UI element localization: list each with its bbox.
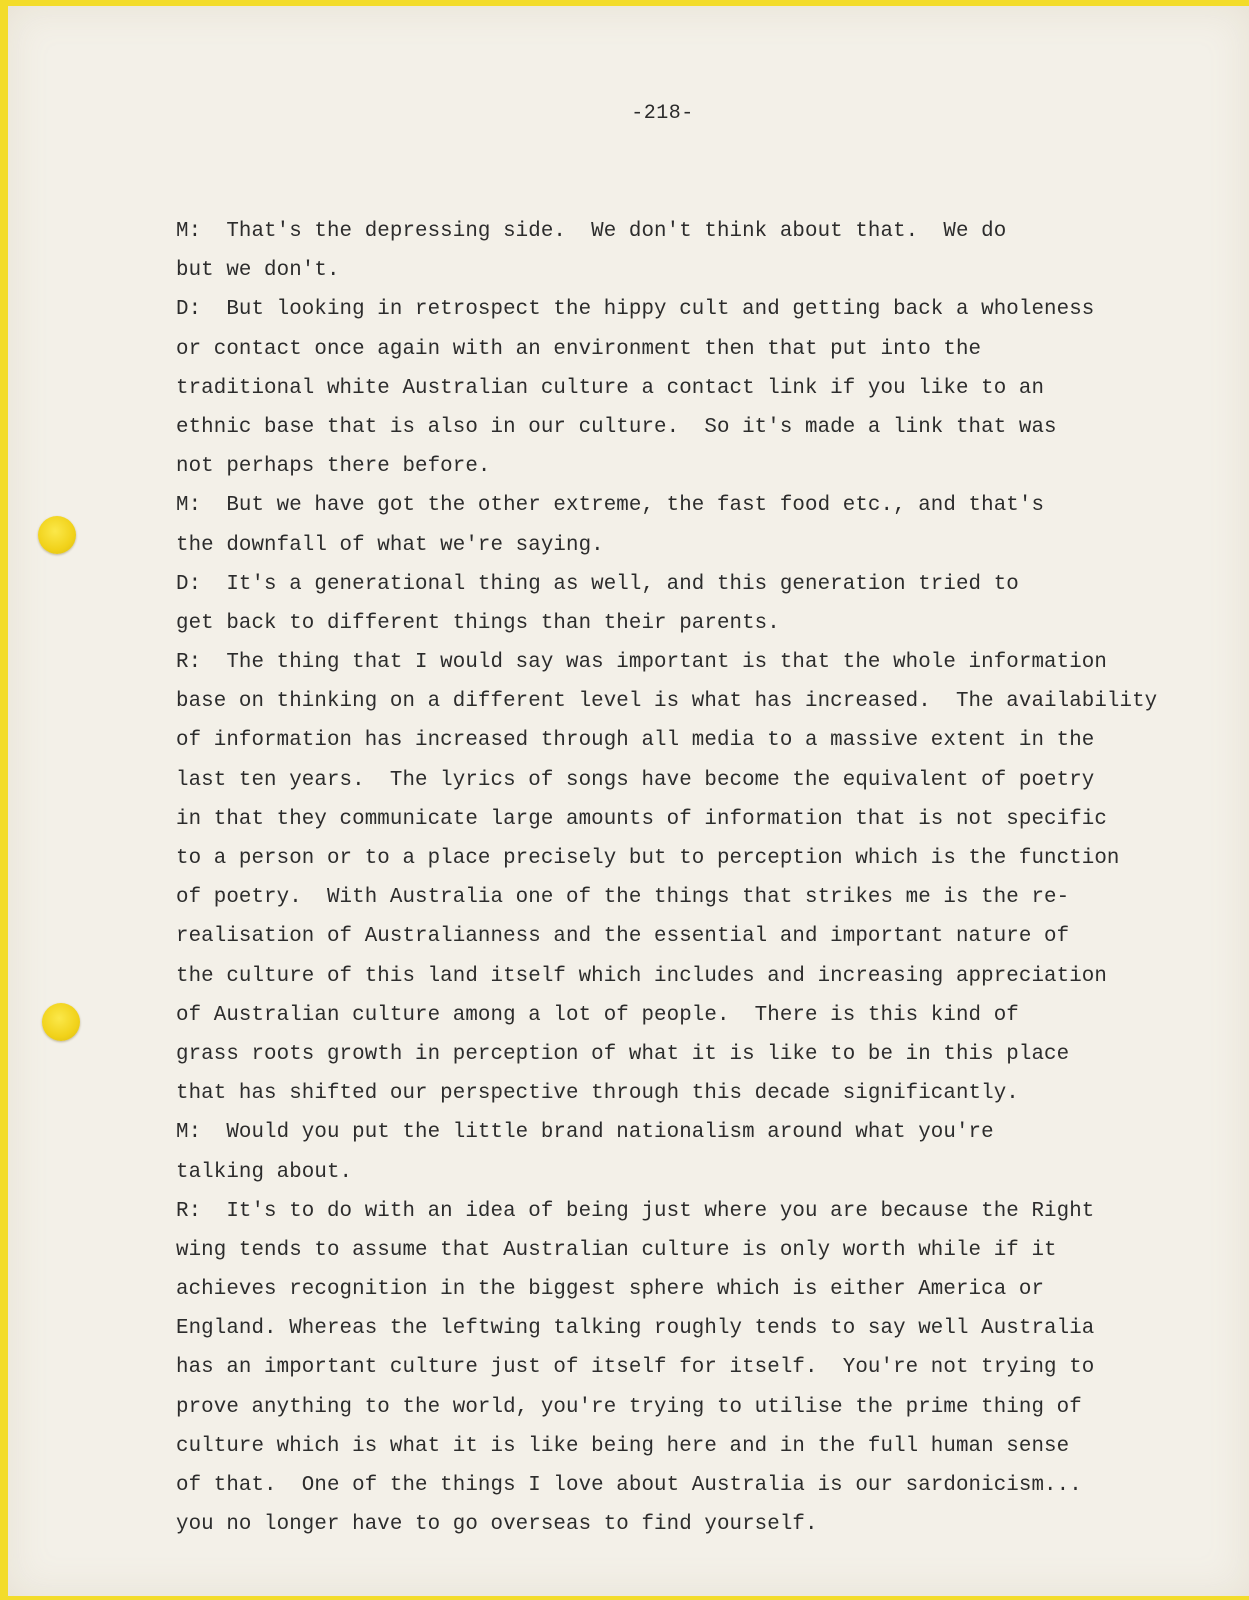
transcript-line: achieves recognition in the biggest sphere which is either America or bbox=[176, 1278, 1045, 1302]
document-page bbox=[8, 6, 1249, 1596]
transcript-line: the culture of this land itself which includes and increasing appreciation bbox=[176, 964, 1107, 988]
transcript-line: M: Would you put the little brand nationalism around what you're bbox=[176, 1121, 994, 1145]
transcript-line: last ten years. The lyrics of songs have become the equivalent of poetry bbox=[176, 768, 1095, 792]
transcript-line: D: It's a generational thing as well, and this generation tried to bbox=[176, 572, 1019, 596]
transcript-line: of information has increased through all media to a massive extent in the bbox=[176, 729, 1095, 753]
transcript-line: M: But we have got the other extreme, the fast food etc., and that's bbox=[176, 494, 1045, 518]
transcript-line: M: That's the depressing side. We don't think about that. We do bbox=[176, 220, 1007, 243]
transcript-line: get back to different things than their parents. bbox=[176, 611, 780, 635]
transcript-line: that has shifted our perspective through this decade significantly. bbox=[176, 1082, 1019, 1106]
transcript-line: culture which is what it is like being here and in the full human sense bbox=[176, 1434, 1070, 1458]
transcript-line: D: But looking in retrospect the hippy cult and getting back a wholeness bbox=[176, 298, 1095, 322]
page-number: -218- bbox=[631, 102, 694, 125]
transcript-line: of poetry. With Australia one of the things that strikes me is the re- bbox=[176, 886, 1070, 910]
transcript-line: traditional white Australian culture a contact link if you like to an bbox=[176, 376, 1045, 400]
punch-hole bbox=[38, 516, 76, 554]
transcript-line: in that they communicate large amounts of information that is not specific bbox=[176, 807, 1107, 831]
transcript-line: the downfall of what we're saying. bbox=[176, 533, 604, 557]
transcript-line: wing tends to assume that Australian culture is only worth while if it bbox=[176, 1238, 1057, 1262]
transcript-line: England. Whereas the leftwing talking roughly tends to say well Australia bbox=[176, 1317, 1095, 1341]
transcript-line: talking about. bbox=[176, 1160, 353, 1184]
transcript-line: not perhaps there before. bbox=[176, 455, 491, 479]
transcript-line: but we don't. bbox=[176, 259, 340, 283]
transcript-line: you no longer have to go overseas to find yourself. bbox=[176, 1513, 818, 1537]
transcript-line: of that. One of the things I love about Australia is our sardonicism... bbox=[176, 1474, 1082, 1497]
transcript-line: prove anything to the world, you're trying to utilise the prime thing of bbox=[176, 1395, 1082, 1419]
transcript-line: has an important culture just of itself for itself. You're not trying to bbox=[176, 1356, 1095, 1380]
transcript-line: or contact once again with an environment then that put into the bbox=[176, 337, 982, 361]
transcript-line: ethnic base that is also in our culture. So it's made a link that was bbox=[176, 415, 1057, 439]
transcript-line: base on thinking on a different level is what has increased. The availability bbox=[176, 690, 1158, 714]
transcript-line: realisation of Australianness and the essential and important nature of bbox=[176, 925, 1070, 949]
transcript-line: R: The thing that I would say was important is that the whole information bbox=[176, 651, 1107, 675]
punch-hole bbox=[42, 1003, 80, 1041]
transcript-line: of Australian culture among a lot of people. There is this kind of bbox=[176, 1003, 1019, 1027]
transcript-line: to a person or to a place precisely but to perception which is the function bbox=[176, 847, 1120, 870]
transcript-line: R: It's to do with an idea of being just where you are because the Right bbox=[176, 1199, 1095, 1223]
transcript-body bbox=[176, 212, 1216, 1544]
transcript-line: grass roots growth in perception of what it is like to be in this place bbox=[176, 1042, 1070, 1066]
